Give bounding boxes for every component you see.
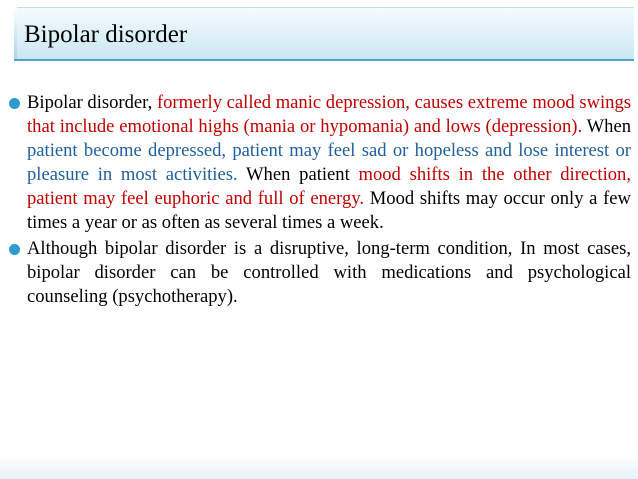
bullet-item [0,91,638,234]
bottom-shadow [0,455,638,479]
text-segment: Although bipolar disorder is a disruptive, long-term condition, In most cases, bipolar disorder can be controlled with medications and psychological counseling (psychotherapy). [27,238,631,308]
title-underline [14,59,634,61]
text-segment-blue: patient become depressed, patient may feel sad or hopeless and lose interest or pleasure in most activities. [27,139,631,185]
text-segment: When [582,115,631,137]
bullet-item [0,237,638,309]
slide-title: Bipolar disorder [24,21,188,48]
text-segment-red: mood shifts in the other direction, patient may feel euphoric and full of energy. [27,163,631,209]
bullet-list [0,91,638,312]
text-segment: Mood shifts may occur only a few times a year or as often as several times a week. [27,187,631,233]
text-segment: Bipolar disorder, [27,92,157,113]
text-segment-red: formerly called manic depression, causes extreme mood swings that include emotional highs (mania or hypomania) and lows (depression). [27,92,632,137]
bullet-text [27,237,631,309]
bullet-dot-icon [9,244,20,255]
bullet-dot-icon [9,98,20,109]
bullet-text [27,91,631,234]
text-segment: When patient [237,163,359,185]
title-accent-stripe [14,7,17,59]
